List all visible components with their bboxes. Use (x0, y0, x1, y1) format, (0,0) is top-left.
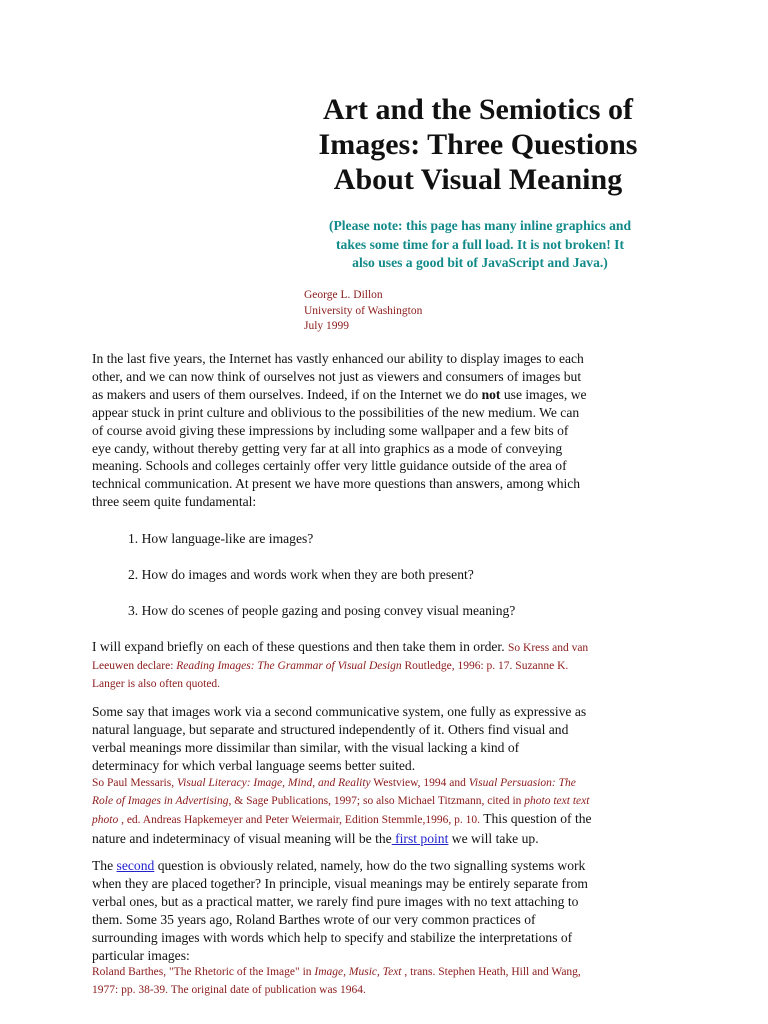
text-line: as makers and users of them ourselves. Indeed, if on the Internet we do not use images, we (92, 386, 587, 402)
title-line: Art and the Semiotics of (323, 93, 633, 126)
text-line: meaning. Schools and colleges certainly offer very little guidance outside of the area of (92, 458, 567, 474)
citation: Roland Barthes, "The Rhetoric of the Image" in Image, Music, Text , trans. Stephen Heath, Hill and Wang, (92, 966, 581, 979)
citation: Role of Images in Advertising, & Sage Publications, 1997; so also Michael Titzmann, cited in photo text text (92, 794, 590, 807)
citation: Leeuwen declare: Reading Images: The Grammar of Visual Design Routledge, 1996: p. 17. Suzanne K. (92, 659, 569, 672)
citation: Langer is also often quoted. (92, 677, 221, 690)
text-line: of course avoid giving these impressions by including some wallpaper and a few bits of (92, 422, 569, 438)
title-line: About Visual Meaning (333, 163, 623, 196)
text-line: eye candy, without thereby getting very far at all into graphics as a mode of conveying (92, 440, 563, 456)
text-line: technical communication. At present we have more questions than answers, among which (92, 476, 581, 492)
text-line: surrounding images with words which help to specify and stabilize the interpretations of (92, 929, 573, 945)
text-line: The second question is obviously related, namely, how do the two signalling systems work (92, 858, 586, 873)
intro-paragraph (92, 350, 672, 511)
question-item: 3. How do scenes of people gazing and posing convey visual meaning? (128, 603, 516, 618)
second-system-paragraph (92, 703, 672, 848)
second-link[interactable]: second (116, 858, 155, 873)
text-line: natural language, but separate and structured independently of it. Others find visual and (92, 721, 569, 737)
citation: 1977: pp. 38-39. The original date of publication was 1964. (92, 984, 366, 997)
emphasis-not: not (481, 386, 501, 402)
publication-date: July 1999 (304, 320, 350, 332)
text-line: appear stuck in print culture and oblivious to the possibilities of the new medium. We can (92, 404, 580, 420)
citation: So Paul Messaris, Visual Literacy: Image, Mind, and Reality Westview, 1994 and Visual Persuasion: The (92, 776, 576, 789)
author-affiliation: University of Washington (304, 304, 423, 317)
text-line: I will expand briefly on each of these questions and then take them in order. So Kress and van (92, 639, 589, 654)
text-line: verbal ones, but as a practical matter, we rarely find pure images with no text attaching to (92, 893, 579, 909)
first-point-link[interactable]: first point (391, 831, 449, 847)
note-line: takes some time for a full load. It is not broken! It (336, 236, 624, 252)
note-line: also uses a good bit of JavaScript and Java.) (352, 255, 608, 270)
text-line: In the last five years, the Internet has vastly enhanced our ability to display images to each (92, 351, 584, 366)
text-line: particular images: (92, 947, 190, 963)
question-item: 1. How language-like are images? (128, 531, 314, 546)
text-line: other, and we can now think of ourselves not just as viewers and consumers of images but (92, 368, 582, 384)
text-line: determinacy for which verbal language seems better suited. (92, 757, 416, 773)
text-line: when they are placed together? In principle, visual meanings may be entirely separate from (92, 875, 588, 891)
byline (304, 288, 422, 335)
page-title (292, 92, 664, 197)
title-line: Images: Three Questions (318, 128, 638, 161)
text-line: three seem quite fundamental: (92, 494, 257, 510)
note-line: (Please note: this page has many inline graphics and (328, 218, 632, 233)
text-line: nature and indeterminacy of visual meaning will be the first point we will take up. (92, 831, 539, 847)
text-line: photo , ed. Andreas Hapkemeyer and Peter Weiermair, Edition Stemmle,1996, p. 10. This question of the (92, 811, 592, 827)
loading-note (300, 217, 660, 273)
author-name: George L. Dillon (304, 289, 383, 301)
expand-paragraph (92, 638, 672, 694)
text-line: Some say that images work via a second communicative system, one fully as expressive as (92, 704, 587, 719)
citation: So Kress and van (508, 642, 589, 654)
text-line: them. Some 35 years ago, Roland Barthes wrote of our very common practices of (92, 911, 536, 927)
question-item: 2. How do images and words work when they are both present? (128, 567, 474, 582)
second-question-paragraph (92, 857, 672, 1000)
text-line: verbal meanings more dissimilar than similar, with the visual lacking a kind of (92, 739, 520, 755)
